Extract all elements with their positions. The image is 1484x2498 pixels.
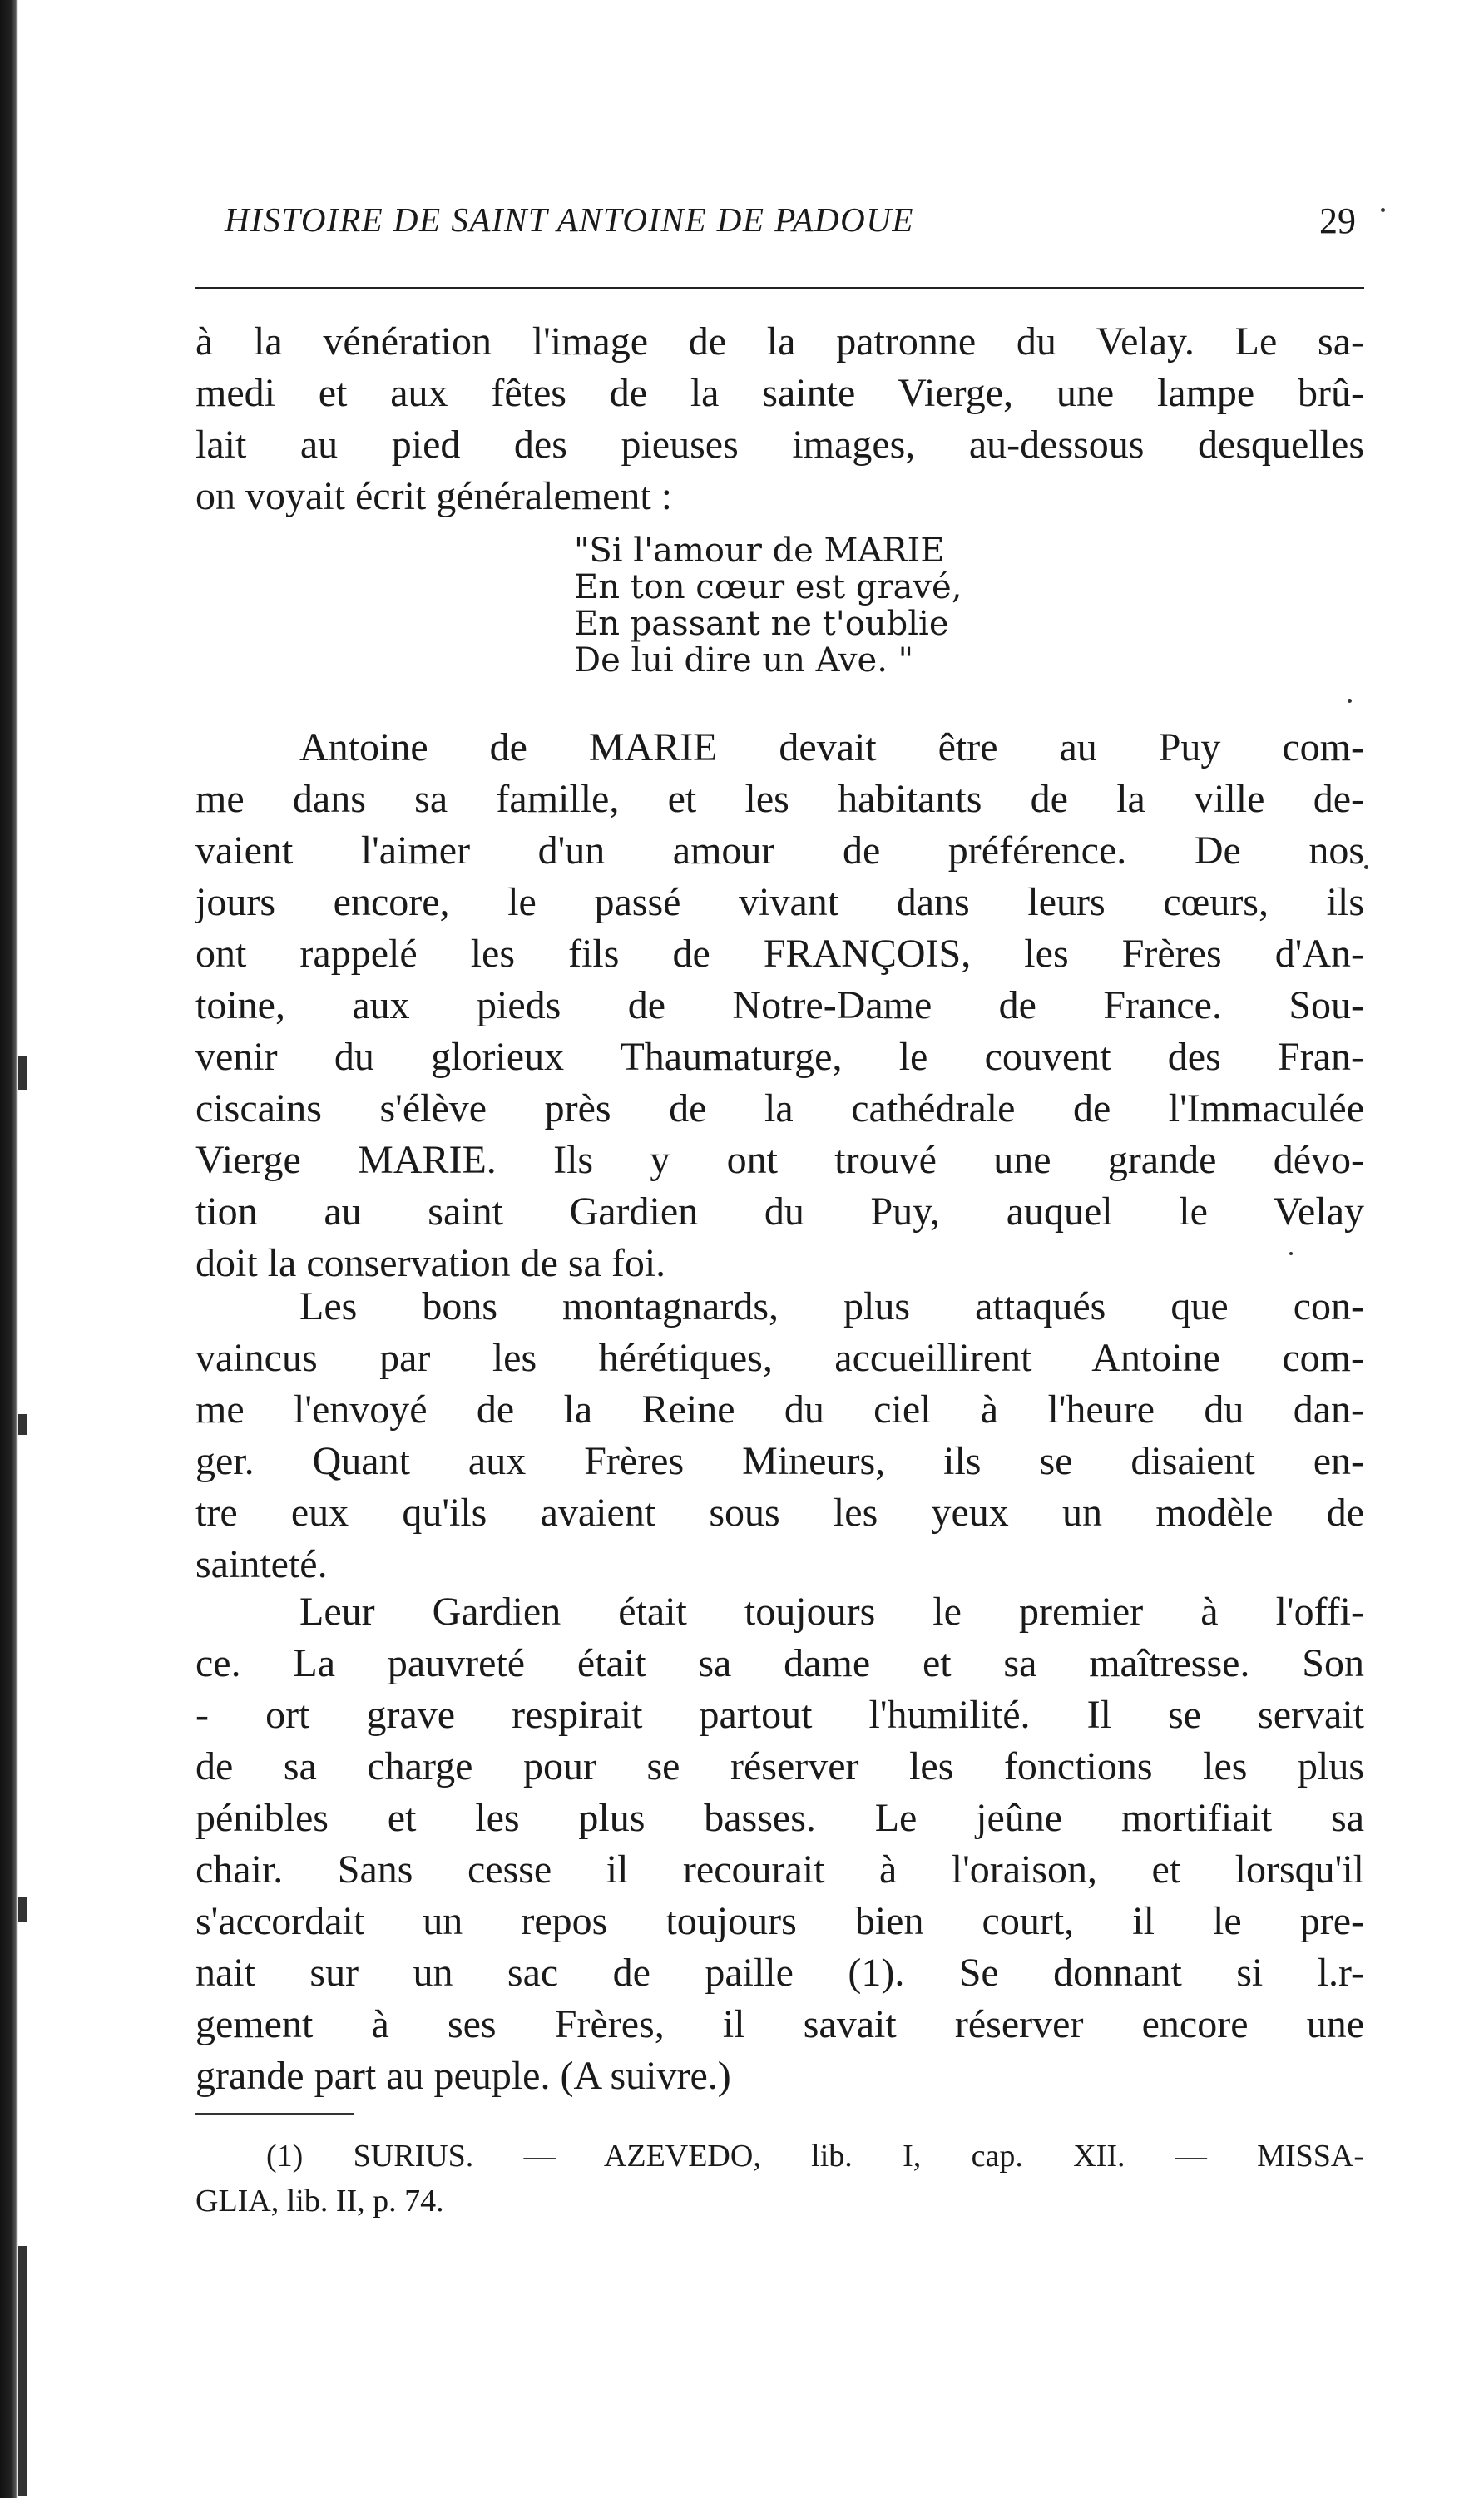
text-line: on voyait écrit généralement : bbox=[195, 474, 673, 518]
header-rule bbox=[195, 287, 1364, 289]
text-line: Antoine de MARIE devait être au Puy com- bbox=[299, 725, 1364, 769]
verse-inscription bbox=[574, 532, 962, 679]
text-line: vaincus par les hérétiques, accueillirent Antoine com- bbox=[195, 1336, 1364, 1380]
text-line: toine, aux pieds de Notre-Dame de France. Sou- bbox=[195, 983, 1364, 1027]
text-line: Vierge MARIE. Ils y ont trouvé une grande dévo- bbox=[195, 1138, 1364, 1182]
paper-speck bbox=[1381, 208, 1385, 212]
text-line: de sa charge pour se réserver les fonctions les plus bbox=[195, 1744, 1364, 1788]
text-line: sainteté. bbox=[195, 1542, 328, 1586]
text-line: medi et aux fêtes de la sainte Vierge, une lampe brû- bbox=[195, 371, 1364, 415]
binding-speck bbox=[18, 1056, 27, 1090]
text-line: gement à ses Frères, il savait réserver encore une bbox=[195, 2002, 1364, 2046]
paper-speck bbox=[1289, 1252, 1293, 1255]
text-line: ger. Quant aux Frères Mineurs, ils se disaient en- bbox=[195, 1439, 1364, 1483]
running-title: HISTOIRE DE SAINT ANTOINE DE PADOUE bbox=[225, 200, 914, 239]
binding-speck bbox=[18, 2246, 27, 2496]
paper-speck bbox=[1348, 699, 1352, 703]
text-line: venir du glorieux Thaumaturge, le couvent des Fran- bbox=[195, 1035, 1364, 1079]
paragraph-2 bbox=[195, 722, 1364, 1289]
binding-speck bbox=[18, 1414, 27, 1435]
book-page bbox=[100, 0, 1364, 2498]
paragraph-4 bbox=[195, 1586, 1364, 2102]
paragraph-1 bbox=[195, 316, 1364, 522]
paragraph-3 bbox=[195, 1281, 1364, 1590]
footnote-line: (1) SURIUS. — AZEVEDO, lib. I, cap. XII. — MISSA- bbox=[266, 2139, 1364, 2174]
text-line: à la vénération l'image de la patronne du Velay. Le sa- bbox=[195, 319, 1364, 364]
footnote-line: GLIA, lib. II, p. 74. bbox=[195, 2184, 444, 2219]
text-line: jours encore, le passé vivant dans leurs cœurs, ils bbox=[195, 880, 1364, 924]
verse-line: "Si l'amour de MARIE bbox=[574, 532, 945, 570]
text-line: nait sur un sac de paille (1). Se donnant si l.r- bbox=[195, 1951, 1364, 1995]
page-binding-shadow bbox=[0, 0, 18, 2498]
page-number: 29 bbox=[1319, 200, 1356, 241]
text-line: vaient l'aimer d'un amour de préférence. De nos bbox=[195, 829, 1364, 873]
text-line: me l'envoyé de la Reine du ciel à l'heure du dan- bbox=[195, 1388, 1364, 1432]
binding-speck bbox=[18, 1897, 27, 1922]
footnote bbox=[195, 2134, 1364, 2223]
text-line: ciscains s'élève près de la cathédrale de l'Immaculée bbox=[195, 1086, 1364, 1130]
text-line: Les bons montagnards, plus attaqués que con- bbox=[299, 1284, 1364, 1328]
paper-speck bbox=[1364, 865, 1368, 869]
running-head bbox=[225, 200, 1364, 250]
text-line: - ort grave respirait partout l'humilité. Il se servait bbox=[195, 1693, 1364, 1737]
text-line: ce. La pauvreté était sa dame et sa maîtresse. Son bbox=[195, 1641, 1364, 1685]
text-line: pénibles et les plus basses. Le jeûne mortifiait sa bbox=[195, 1796, 1364, 1840]
text-line: grande part au peuple. (A suivre.) bbox=[195, 2054, 731, 2098]
text-line: tion au saint Gardien du Puy, auquel le Velay bbox=[195, 1190, 1364, 1234]
text-line: s'accordait un repos toujours bien court, il le pre- bbox=[195, 1899, 1364, 1943]
text-line: me dans sa famille, et les habitants de la ville de- bbox=[195, 777, 1364, 821]
verse-line: En passant ne t'oublie bbox=[574, 605, 949, 643]
text-line: lait au pied des pieuses images, au-dessous desquelles bbox=[195, 423, 1364, 467]
text-line: chair. Sans cesse il recourait à l'oraison, et lorsqu'il bbox=[195, 1848, 1364, 1892]
text-line: tre eux qu'ils avaient sous les yeux un modèle de bbox=[195, 1491, 1364, 1535]
verse-line: De lui dire un Ave. " bbox=[574, 641, 914, 680]
text-line: Leur Gardien était toujours le premier à l'offi- bbox=[299, 1590, 1364, 1634]
text-line: doit la conservation de sa foi. bbox=[195, 1241, 666, 1285]
verse-line: En ton cœur est gravé, bbox=[574, 568, 962, 606]
text-line: ont rappelé les fils de FRANÇOIS, les Frères d'An- bbox=[195, 932, 1364, 976]
footnote-rule bbox=[195, 2113, 354, 2115]
